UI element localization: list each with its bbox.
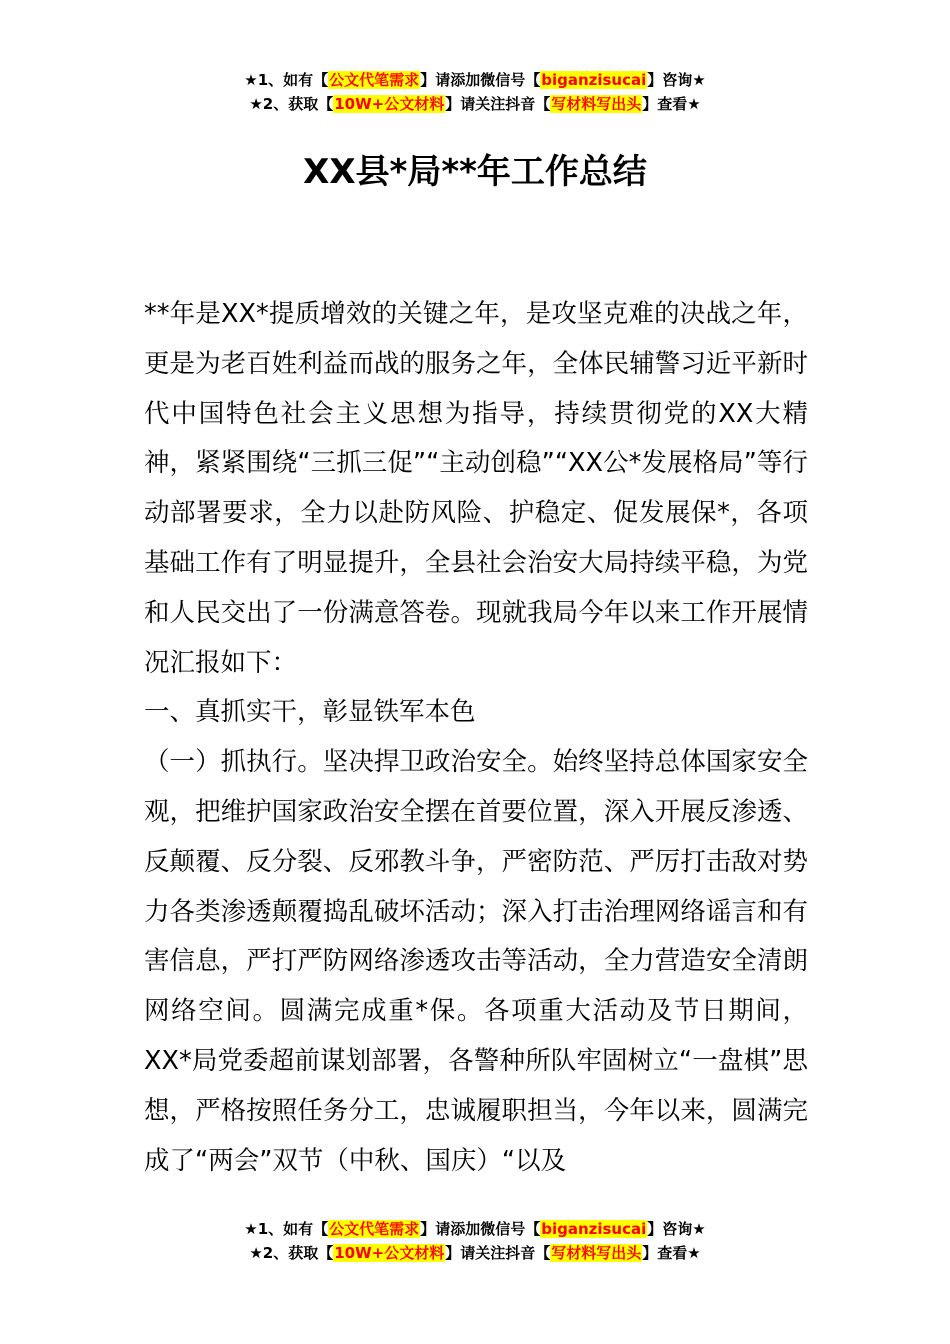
banner-text: ★2、获取【 xyxy=(249,1244,334,1262)
header-banner xyxy=(0,68,950,116)
highlight-materials: 10W+公文材料 xyxy=(334,1244,445,1262)
banner-text: 】咨询★ xyxy=(647,1220,706,1238)
banner-text: 】咨询★ xyxy=(647,71,706,89)
highlight-wechat-id: biganzisucai xyxy=(541,71,647,89)
highlight-service: 公文代笔需求 xyxy=(329,1220,420,1238)
intro-paragraph: **年是XX*提质增效的关键之年，是攻坚克难的决战之年，更是为老百姓利益而战的服务之年，全体民辅警习近平新时代中国特色社会主义思想为指导，持续贯彻党的XX大精神，紧紧围绕“三抓三促”“主动创稳”“XX公*发展格局”等行动部署要求，全力以赴防风险、护稳定、促发展保*，各项基础工作有了明显提升，全县社会治安大局持续平稳，为党和人民交出了一份满意答卷。现就我局今年以来工作开展情况汇报如下： xyxy=(144,299,808,678)
document-title: XX县*局**年工作总结 xyxy=(303,152,647,192)
header-banner-line-1 xyxy=(0,68,950,92)
banner-text: 】请添加微信号【 xyxy=(420,1220,541,1238)
highlight-materials: 10W+公文材料 xyxy=(334,95,445,113)
footer-banner-line-1 xyxy=(0,1217,950,1241)
highlight-wechat-id: biganzisucai xyxy=(541,1220,647,1238)
highlight-service: 公文代笔需求 xyxy=(329,71,420,89)
banner-text: ★2、获取【 xyxy=(249,95,334,113)
banner-text: 】查看★ xyxy=(642,95,701,113)
banner-text: 】请添加微信号【 xyxy=(420,71,541,89)
banner-text: 】请关注抖音【 xyxy=(445,1244,551,1262)
body-paragraph: （一）抓执行。坚决捍卫政治安全。始终坚持总体国家安全观，把维护国家政治安全摆在首要位置，深入开展反渗透、反颠覆、反分裂、反邪教斗争，严密防范、严厉打击敌对势力各类渗透颠覆捣乱破坏活动；深入打击治理网络谣言和有害信息，严打严防网络渗透攻击等活动，全力营造安全清朗网络空间。圆满完成重*保。各项重大活动及节日期间，XX*局党委超前谋划部署，各警种所队牢固树立“一盘棋”思想，严格按照任务分工，忠诚履职担当，今年以来，圆满完成了“两会”双节（中秋、国庆）“以及 xyxy=(144,747,808,1176)
highlight-douyin-account: 写材料写出头 xyxy=(551,95,642,113)
footer-banner-line-2 xyxy=(0,1241,950,1265)
header-banner-line-2 xyxy=(0,92,950,116)
banner-text: 】请关注抖音【 xyxy=(445,95,551,113)
document-body xyxy=(144,290,808,1186)
banner-text: ★1、如有【 xyxy=(244,71,329,89)
banner-text: 】查看★ xyxy=(642,1244,701,1262)
footer-banner xyxy=(0,1217,950,1265)
section-heading: 一、真抓实干，彰显铁军本色 xyxy=(144,697,476,728)
highlight-douyin-account: 写材料写出头 xyxy=(551,1244,642,1262)
banner-text: ★1、如有【 xyxy=(244,1220,329,1238)
